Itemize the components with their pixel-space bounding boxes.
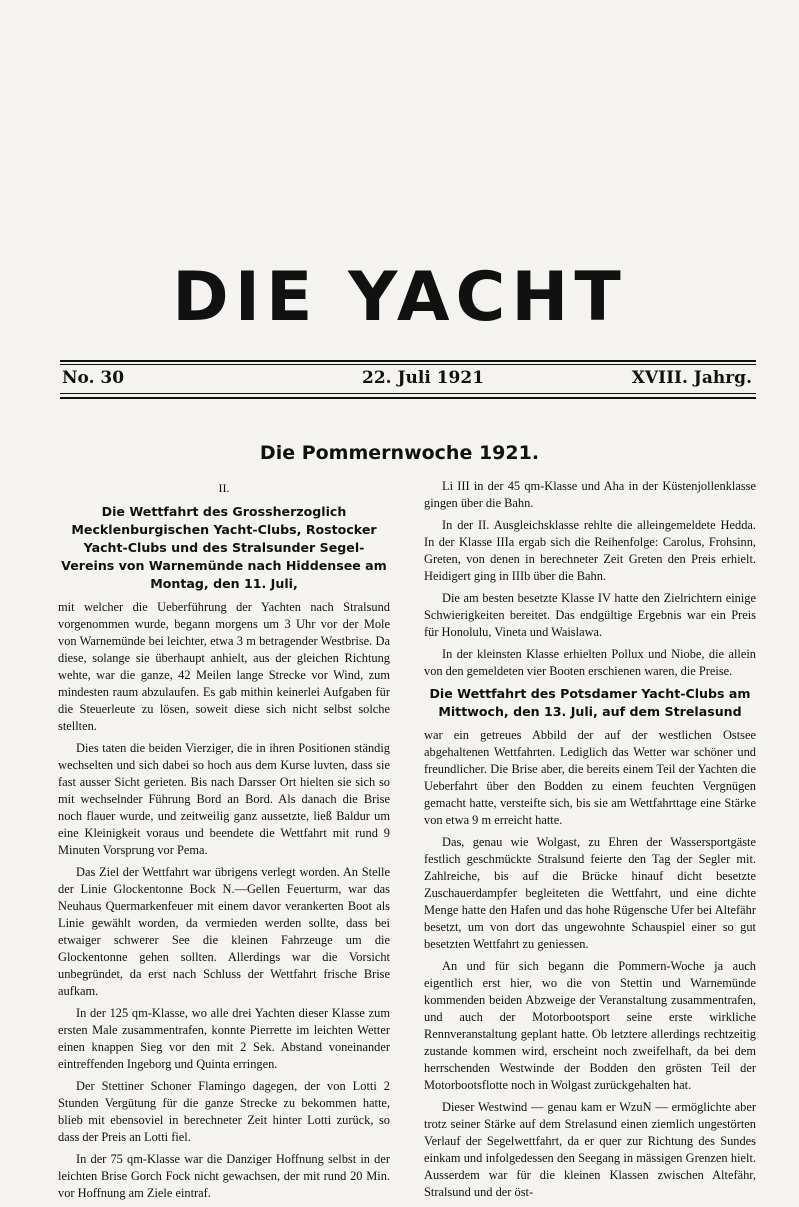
right-paragraph: war ein getreues Abbild der auf der westlichen Ostsee abgehaltenen Wettfahrten. Lediglich das Wetter war schöner und freundlicher. Die Brise aber, die bereits einem Teil der Yachten die Ueberfahrt über den Bodden zu einem feuchten Vergnügen gemacht hatte, versteifte sich, bis sie am Wettfahrttage eine Stärke von etwa 9 m erreicht hatte. (424, 728, 756, 827)
right-paragraph: In der II. Ausgleichsklasse rehlte die alleingemeldete Hedda. In der Klasse IIIa ergab sich die Reihenfolge: Carolus, Frohsinn, Greten, von denen in berechneter Zeit Greten den Preis erhielt. Heidigert ging in IIIb über die Bahn. (424, 518, 756, 583)
masthead-rule-bottom (60, 397, 756, 399)
right-paragraph: An und für sich begann die Pommern-Woche ja auch eigentlich erst hier, wo die von Stettin und Warnemünde kommenden beiden Abzweige der Veranstaltung zusammentrafen, und auch der Motorbootsport seine erste wirkliche Rennveranstaltung geplant hatte. Ob letztere allerdings rechtzeitig zustande kommen wird, erscheint noch zweifelhaft, da bei dem herrschenden Westwinde der Bodden den grösten Teil der Motorbootsflotte noch in Wolgast zurückgehalten hat. (424, 959, 756, 1092)
issue-volume: XVIII. Jahrg. (631, 368, 752, 388)
masthead-rule-bottom-thin (60, 393, 756, 394)
issue-info-line (62, 368, 752, 390)
left-paragraph: In der 75 qm-Klasse war die Danziger Hoffnung selbst in der leichten Brise Gorch Fock nicht gewachsen, der mit rund 20 Min. vor Hoffnung am Ziele eintraf. (58, 1152, 390, 1200)
right-subhead: Die Wettfahrt des Potsdamer Yacht-Clubs am Mittwoch, den 13. Juli, auf dem Strelasund (429, 686, 751, 719)
left-paragraph: mit welcher die Ueberführung der Yachten nach Stralsund vorgenommen wurde, begann morgens um 3 Uhr vor der Mole von Warnemünde bei leichter, etwa 3 m betragender Westbrise. Da diese, solange sie überhaupt anhielt, aus der gleichen Richtung wehte, war die ganze, 42 Meilen lange Strecke vor Wind, zum mindesten raum abzulaufen. Es gab mithin keinerlei Aufgaben für die Steuerleute zu lösen, soweit diese sich nicht selbst solche stellten. (58, 600, 390, 733)
left-paragraph: In der 125 qm-Klasse, wo alle drei Yachten dieser Klasse zum ersten Male zusammentrafen, konnte Pierrette im leichten Wetter einen knappen Sieg vor den mit 2 Sek. Abstand voneinander eintreffenden Ingeborg und Quinta erringen. (58, 1006, 390, 1071)
right-column (424, 478, 756, 1206)
left-paragraph: Das Ziel der Wettfahrt war übrigens verlegt worden. An Stelle der Linie Glockentonne Bock N.—Gellen Feuerturm, war das Neuhaus Quermarkenfeuer mit einem davor verankerten Boot als Linie gewählt worden, da vermieden werden sollte, dass bei etwaiger schwerer See die kleinen Fahrzeuge um die Glockentonne gehen sollten. Allerdings war die Vorsicht unbegründet, da erst nach Schluss der Wettfahrt frische Brise aufkam. (58, 865, 390, 998)
section-number: II. (218, 481, 230, 495)
masthead-title: DIE YACHT (172, 258, 627, 337)
issue-date: 22. Juli 1921 (362, 368, 485, 388)
left-column (58, 478, 390, 1207)
article-title: Die Pommernwoche 1921. (259, 442, 540, 464)
right-paragraph: Das, genau wie Wolgast, zu Ehren der Wassersportgäste festlich geschmückte Stralsund feierte den Tag der Segler mit. Zahlreiche, bis auf die Brücke hinauf dicht besetzte Zuschauerdampfer begleiteten die Wettfahrt, und eine dichte Menge hatte den Hafen und das hohe Rügensche Ufer bei Altefähr besetzt, um von dort das ungewohnte Schauspiel einer so gut besetzten Wettfahrt zu geniessen. (424, 835, 756, 951)
left-paragraph: Der Stettiner Schoner Flamingo dagegen, der von Lotti 2 Stunden Vergütung für die ganze Strecke zu bekommen hatte, blieb mit ebensoviel in berechneter Zeit hinter Lotti zurück, so dass der Preis an Lotti fiel. (58, 1079, 390, 1144)
masthead-rule-top (60, 360, 756, 362)
masthead-rule-top-thin (60, 364, 756, 365)
issue-number: No. 30 (62, 368, 125, 388)
left-subhead: Die Wettfahrt des Grossherzoglich Mecklenburgischen Yacht-Clubs, Rostocker Yacht-Clubs und des Stralsunder Segel-Vereins von Warnemünde nach Hiddensee am Montag, den 11. Juli, (61, 504, 387, 591)
right-paragraph: Die am besten besetzte Klasse IV hatte den Zielrichtern einige Schwierigkeiten bereitet. Das endgültige Ergebnis war ein Preis für Honolulu, Vineta und Waislawa. (424, 591, 756, 639)
right-paragraph: Dieser Westwind — genau kam er WzuN — ermöglichte aber trotz seiner Stärke auf dem Strelasund einen ziemlich ungestörten Verlauf der Segelwettfahrt, da er quer zur Richtung des Sundes einkam und infolgedessen den Seegang in mässigen Grenzen hielt. Ausserdem war für die kleinen Klassen zwischen Altefähr, Stralsund und der öst- (424, 1100, 756, 1199)
right-paragraph: In der kleinsten Klasse erhielten Pollux und Niobe, die allein von den gemeldeten vier Booten erschienen waren, die Preise. (424, 647, 756, 678)
left-paragraph: Dies taten die beiden Vierziger, die in ihren Positionen ständig wechselten und sich dabei so hoch aus dem Kurse luvten, dass sie fast ausser Sicht gerieten. Bis nach Darsser Ort hielten sie sich so mit wechselnder Führung Bord an Bord. Als danach die Brise noch flauer wurde, und zeitweilig ganz aussetzte, ließ Baldur um eine Kleinigkeit voraus und beendete die Wettfahrt mit rund 9 Minuten Vorsprung vor Pema. (58, 741, 390, 857)
right-paragraph: Li III in der 45 qm-Klasse und Aha in der Küstenjollenklasse gingen über die Bahn. (424, 479, 756, 510)
